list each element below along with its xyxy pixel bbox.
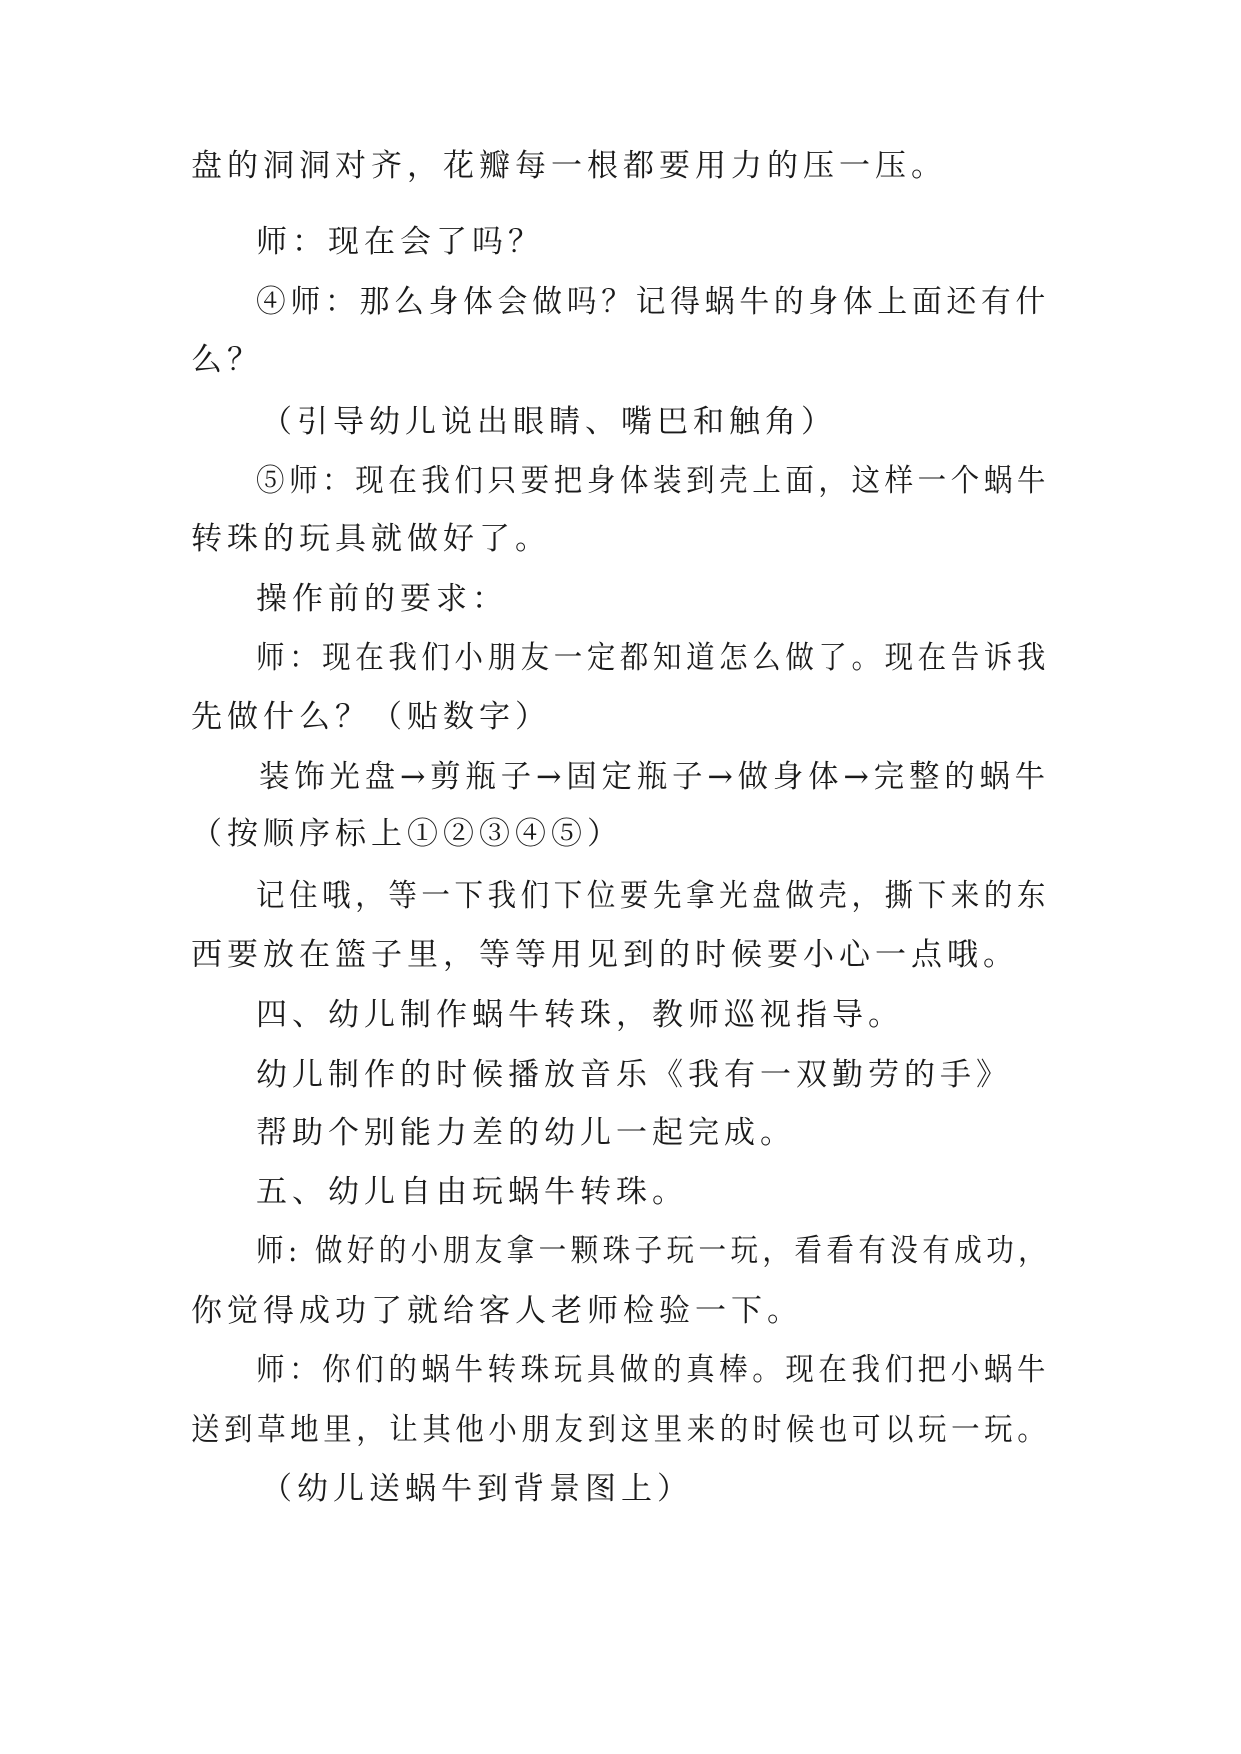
text-line-17: 帮助个别能力差的幼儿一起完成。	[256, 1115, 796, 1151]
text-line-11: 装饰光盘→剪瓶子→固定瓶子→做身体→完整的蜗牛	[259, 759, 1050, 795]
text-line-10: 先做什么？（贴数字）	[191, 699, 551, 735]
text-line-1: 盘的洞洞对齐，花瓣每一根都要用力的压一压。	[191, 148, 947, 184]
text-line-20: 你觉得成功了就给客人老师检验一下。	[191, 1293, 803, 1329]
text-line-9: 师：现在我们小朋友一定都知道怎么做了。现在告诉我	[256, 640, 1051, 676]
text-line-19: 师: 做好的小朋友拿一颗珠子玩一玩，看看有没有成功，	[256, 1233, 1051, 1269]
text-line-14: 西要放在篮子里，等等用见到的时候要小心一点哦。	[191, 937, 1019, 973]
text-line-5: （引导幼儿说出眼睛、嘴巴和触角）	[261, 404, 837, 440]
text-line-21: 师：你们的蜗牛转珠玩具做的真棒。现在我们把小蜗牛	[256, 1352, 1051, 1388]
text-line-3: ④师：那么身体会做吗？记得蜗牛的身体上面还有什	[256, 284, 1051, 320]
text-line-15: 四、幼儿制作蜗牛转珠，教师巡视指导。	[256, 997, 904, 1033]
text-line-16: 幼儿制作的时候播放音乐《我有一双勤劳的手》	[256, 1057, 1012, 1093]
text-line-12: （按顺序标上①②③④⑤）	[191, 816, 623, 852]
text-line-4: 么？	[191, 342, 263, 378]
text-line-6: ⑤师：现在我们只要把身体装到壳上面，这样一个蜗牛	[256, 463, 1051, 499]
text-line-18: 五、幼儿自由玩蜗牛转珠。	[256, 1174, 688, 1210]
text-line-23: （幼儿送蜗牛到背景图上）	[261, 1471, 693, 1507]
text-line-13: 记住哦，等一下我们下位要先拿光盘做壳，撕下来的东	[256, 878, 1051, 914]
text-line-2: 师：现在会了吗？	[256, 224, 544, 260]
text-line-8: 操作前的要求：	[256, 581, 508, 617]
text-line-22: 送到草地里，让其他小朋友到这里来的时候也可以玩一玩。	[191, 1412, 1051, 1448]
text-line-7: 转珠的玩具就做好了。	[191, 521, 551, 557]
